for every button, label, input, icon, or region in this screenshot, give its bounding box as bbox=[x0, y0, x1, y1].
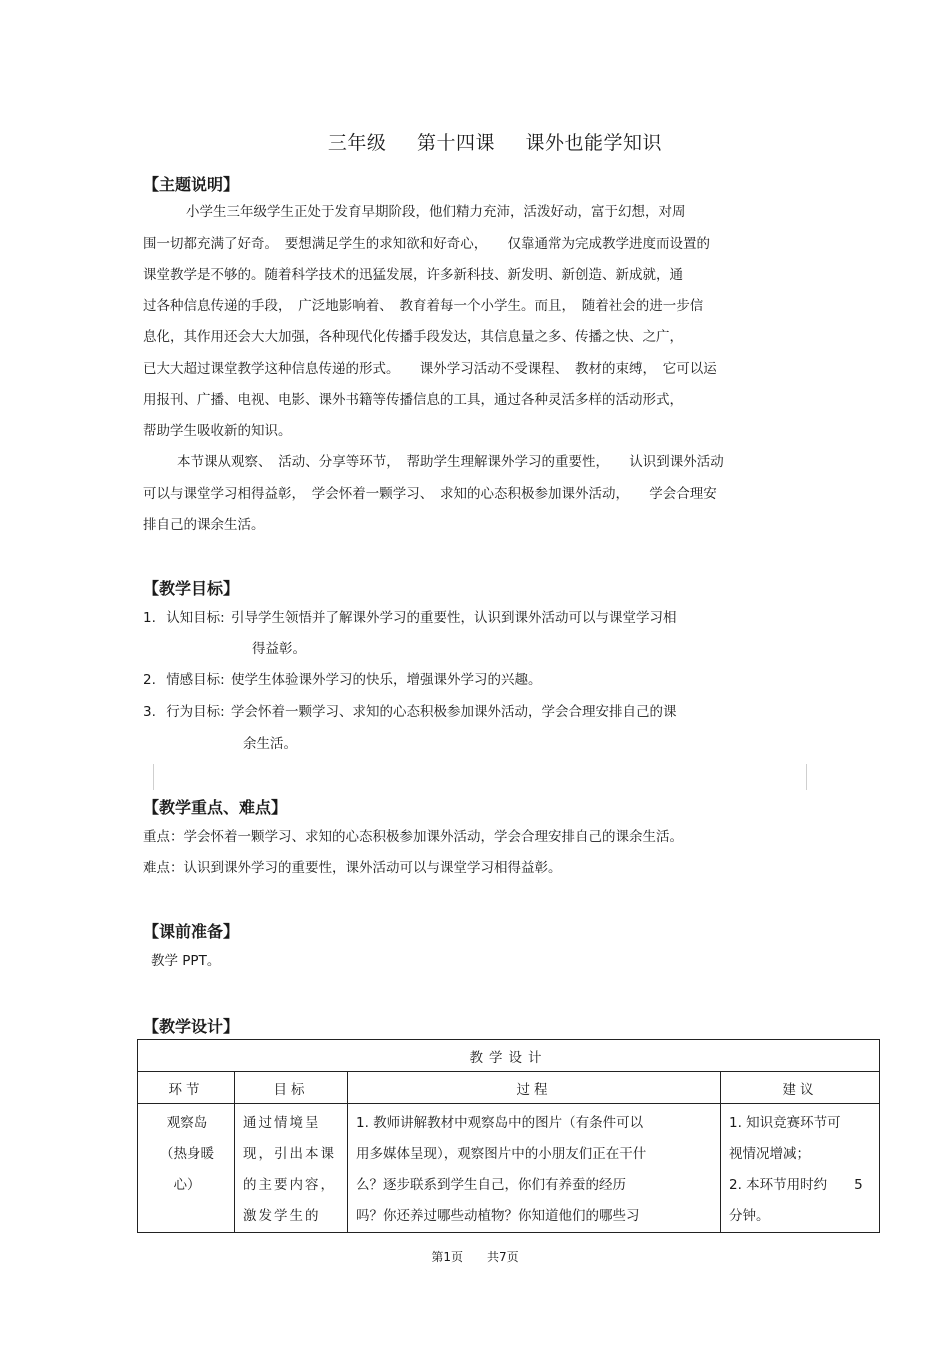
goal-label: 认知目标: bbox=[166, 610, 225, 626]
column-header-goal: 目标 bbox=[235, 1072, 348, 1104]
prep-text: 教学 PPT。 bbox=[151, 953, 221, 969]
table-title: 教学设计 bbox=[138, 1040, 880, 1072]
key-difficulty: 难点：认识到课外学习的重要性，课外活动可以与课堂学习相得益彰。 bbox=[143, 860, 562, 876]
cell-goal bbox=[235, 1104, 348, 1233]
cell-line: 通过情境呈 bbox=[243, 1115, 321, 1131]
goal-text: 引导学生领悟并了解课外学习的重要性，认识到课外活动可以与课堂学习相 bbox=[231, 610, 677, 626]
theme-line: 课堂教学是不够的。随着科学技术的迅猛发展，许多新科技、新发明、新创造、新成就，通 bbox=[143, 267, 683, 283]
theme-line: 用报刊、广播、电视、电影、课外书籍等传播信息的工具，通过各种灵活多样的活动形式， bbox=[143, 392, 683, 408]
key-focus: 重点：学会怀着一颗学习、求知的心态积极参加课外活动，学会合理安排自己的课余生活。 bbox=[143, 829, 683, 845]
goal-text: 使学生体验课外学习的快乐，增强课外学习的兴趣。 bbox=[231, 672, 542, 688]
goal-num: 2. bbox=[143, 672, 156, 688]
column-header-stage: 环节 bbox=[138, 1072, 235, 1104]
cell-process bbox=[348, 1104, 721, 1233]
design-heading: 【教学设计】 bbox=[143, 1017, 240, 1036]
cell-advice bbox=[721, 1104, 880, 1233]
theme-line: 已大大超过课堂教学这种信息传递的形式。 课外学习活动不受课程、 教材的束缚， 它可以运 bbox=[143, 361, 717, 377]
key-heading: 【教学重点、难点】 bbox=[143, 798, 288, 817]
table-row bbox=[138, 1104, 880, 1233]
cell-line: 用多媒体呈现），观察图片中的小朋友们正在干什 bbox=[356, 1146, 647, 1162]
theme-line: 排自己的课余生活。 bbox=[143, 517, 265, 533]
cell-line: 么？逐步联系到学生自己，你们有养蚕的经历 bbox=[356, 1177, 626, 1193]
cell-line: 1. 教师讲解教材中观察岛中的图片（有条件可以 bbox=[356, 1115, 644, 1131]
goals-heading: 【教学目标】 bbox=[143, 579, 240, 598]
prep-heading: 【课前准备】 bbox=[143, 922, 240, 941]
page-footer: 第1页 共7页 bbox=[431, 1250, 519, 1264]
goal-text: 学会怀着一颗学习、求知的心态积极参加课外活动，学会合理安排自己的课 bbox=[231, 704, 677, 720]
cell-line: 现，引出本课 bbox=[243, 1146, 336, 1162]
design-table bbox=[137, 1039, 880, 1233]
cell-line: 分钟。 bbox=[729, 1208, 770, 1224]
goal-item-3 bbox=[143, 702, 677, 722]
goal-item-1 bbox=[143, 608, 677, 628]
cell-line: 心） bbox=[173, 1177, 201, 1193]
margin-line bbox=[806, 764, 807, 790]
page-title bbox=[0, 128, 950, 155]
goal-label: 情感目标: bbox=[166, 672, 225, 688]
cell-line: 吗？你还养过哪些动植物？你知道他们的哪些习 bbox=[356, 1208, 640, 1224]
goal-item-2 bbox=[143, 670, 542, 690]
theme-line: 帮助学生吸收新的知识。 bbox=[143, 423, 292, 439]
title-grade: 三年级 bbox=[327, 132, 387, 154]
cell-line: 视情况增减； bbox=[729, 1146, 810, 1162]
goal-cont: 余生活。 bbox=[243, 736, 297, 752]
theme-line: 围一切都充满了好奇。 要想满足学生的求知欲和好奇心， 仅靠通常为完成教学进度而设置的 bbox=[143, 236, 710, 252]
column-header-advice: 建议 bbox=[721, 1072, 880, 1104]
cell-line: 的主要内容， bbox=[243, 1177, 336, 1193]
theme-line: 过各种信息传递的手段， 广泛地影响着、 教育着每一个小学生。而且， 随着社会的进一步信 bbox=[143, 298, 704, 314]
title-name: 课外也能学知识 bbox=[525, 132, 663, 154]
title-lesson: 第十四课 bbox=[416, 132, 495, 154]
theme-heading: 【主题说明】 bbox=[143, 175, 240, 194]
theme-line: 本节课从观察、 活动、分享等环节， 帮助学生理解课外学习的重要性， 认识到课外活动 bbox=[177, 454, 724, 470]
cell-line: 激发学生的 bbox=[243, 1208, 321, 1224]
cell-line: 观察岛 bbox=[166, 1115, 208, 1131]
cell-line: 1. 知识竞赛环节可 bbox=[729, 1115, 841, 1131]
theme-line: 息化，其作用还会大大加强，各种现代化传播手段发达，其信息量之多、传播之快、之广， bbox=[143, 329, 683, 345]
column-header-process: 过程 bbox=[348, 1072, 721, 1104]
goal-num: 1. bbox=[143, 610, 156, 626]
margin-line bbox=[153, 764, 154, 790]
cell-stage bbox=[138, 1104, 235, 1233]
goal-cont: 得益彰。 bbox=[252, 641, 306, 657]
goal-num: 3. bbox=[143, 704, 156, 720]
cell-line: （热身暖 bbox=[160, 1146, 214, 1162]
theme-line: 可以与课堂学习相得益彰， 学会怀着一颗学习、 求知的心态积极参加课外活动， 学会合理安 bbox=[143, 486, 717, 502]
cell-line: 2. 本环节用时约 5 bbox=[729, 1177, 863, 1193]
goal-label: 行为目标: bbox=[166, 704, 225, 720]
theme-line: 小学生三年级学生正处于发育早期阶段，他们精力充沛，活泼好动，富于幻想，对周 bbox=[186, 204, 686, 220]
